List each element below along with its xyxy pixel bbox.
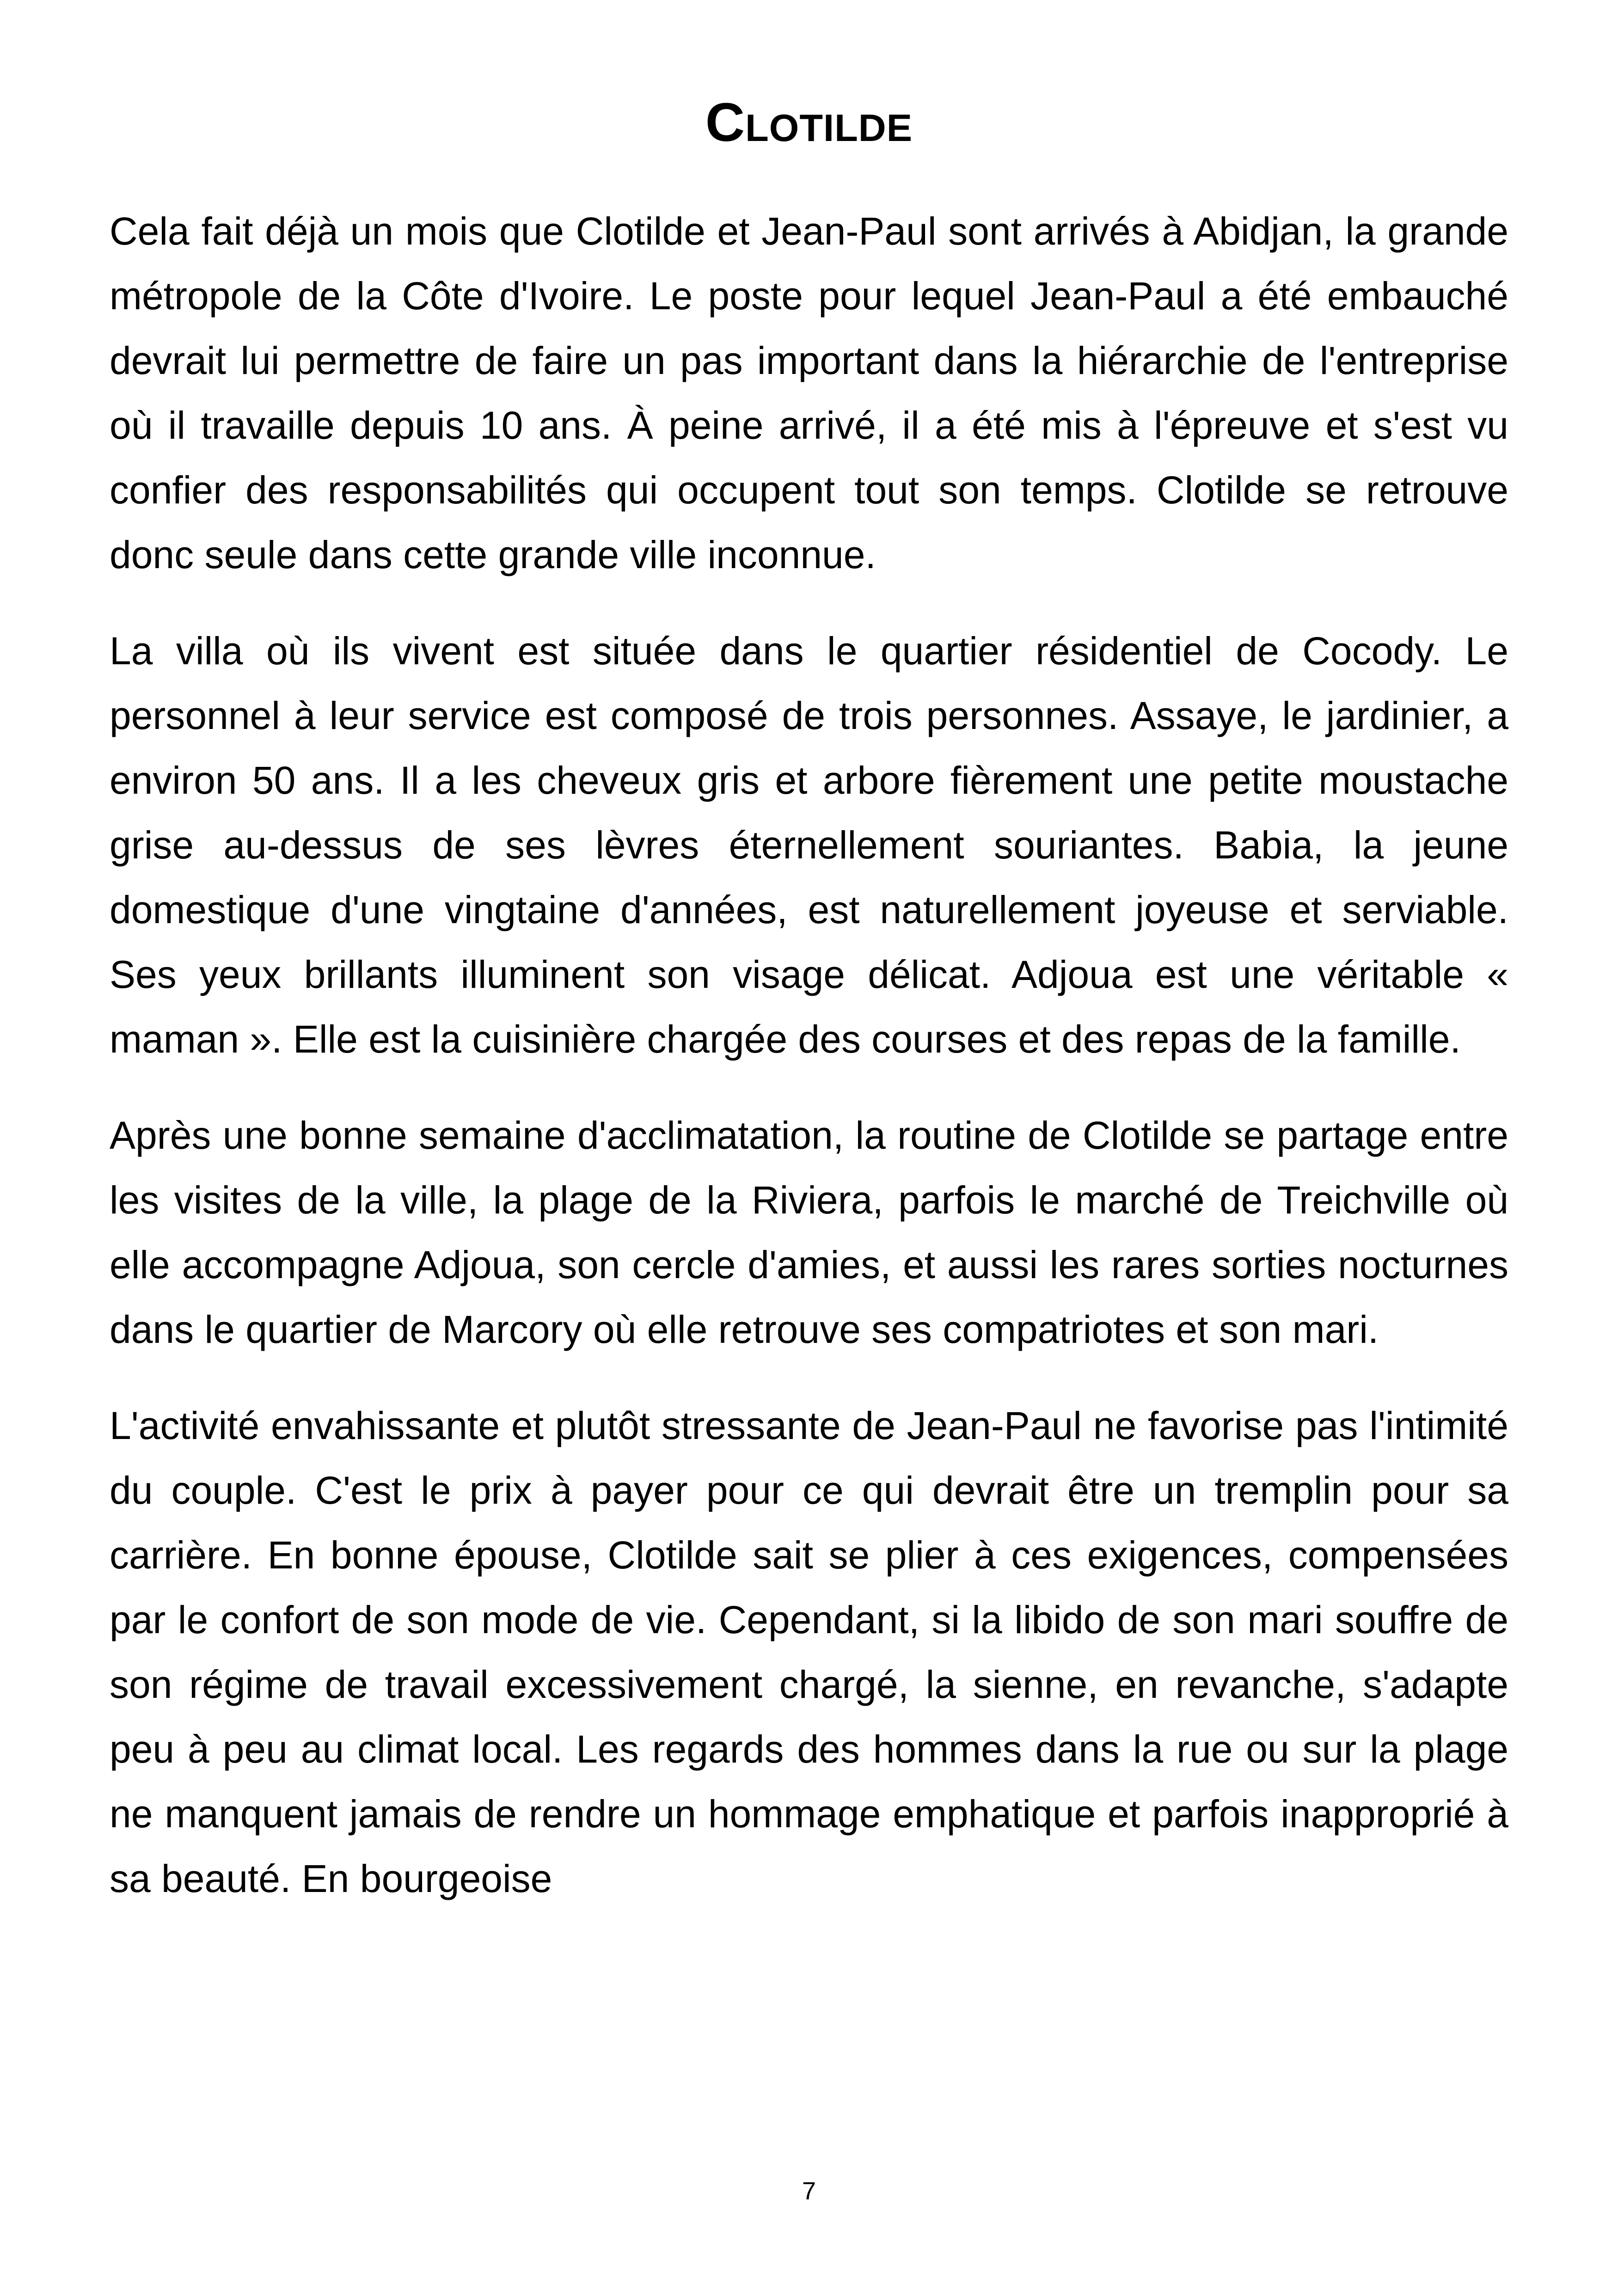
page-number: 7 xyxy=(802,2177,816,2205)
chapter-title: Clotilde xyxy=(705,92,913,153)
paragraph-3: Après une bonne semaine d'acclimatation, la routine de Clotilde se partage entre les visites de la ville, la plage de la Riviera, parfois le marché de Treichville où elle accompagne Adjoua, son cercle d'amies, et aussi les rares sorties nocturnes dans le quartier de Marcory où elle retrouve ses compatriotes et son mari. xyxy=(110,1114,1508,1351)
paragraph-4: L'activité envahissante et plutôt stressante de Jean-Paul ne favorise pas l'intimité du couple. C'est le prix à payer pour ce qui devrait être un tremplin pour sa carrière. En bonne épouse, Clotilde sait se plier à ces exigences, compensées par le confort de son mode de vie. Cependant, si la libido de son mari souffre de son régime de travail excessivement chargé, la sienne, en revanche, s'adapte peu à peu au climat local. Les regards des hommes dans la rue ou sur la plage ne manquent jamais de rendre un hommage emphatique et parfois inapproprié à sa beauté. En bourgeoise xyxy=(110,1404,1508,1900)
paragraph-2: La villa où ils vivent est située dans le quartier résidentiel de Cocody. Le personnel à leur service est composé de trois personnes. Assaye, le jardinier, a environ 50 ans. Il a les cheveux gris et arbore fièrement une petite moustache grise au-dessus de ses lèvres éternellement souriantes. Babia, la jeune domestique d'une vingtaine d'années, est naturellement joyeuse et serviable. Ses yeux brillants illuminent son visage délicat. Adjoua est une véritable « maman ». Elle est la cuisinière chargée des courses et des repas de la famille. xyxy=(110,629,1508,1061)
body-text xyxy=(110,199,1508,1942)
paragraph-1: Cela fait déjà un mois que Clotilde et Jean-Paul sont arrivés à Abidjan, la grande métropole de la Côte d'Ivoire. Le poste pour lequel Jean-Paul a été embauché devrait lui permettre de faire un pas important dans la hiérarchie de l'entreprise où il travaille depuis 10 ans. À peine arrivé, il a été mis à l'épreuve et s'est vu confier des responsabilités qui occupent tout son temps. Clotilde se retrouve donc seule dans cette grande ville inconnue. xyxy=(110,209,1508,576)
